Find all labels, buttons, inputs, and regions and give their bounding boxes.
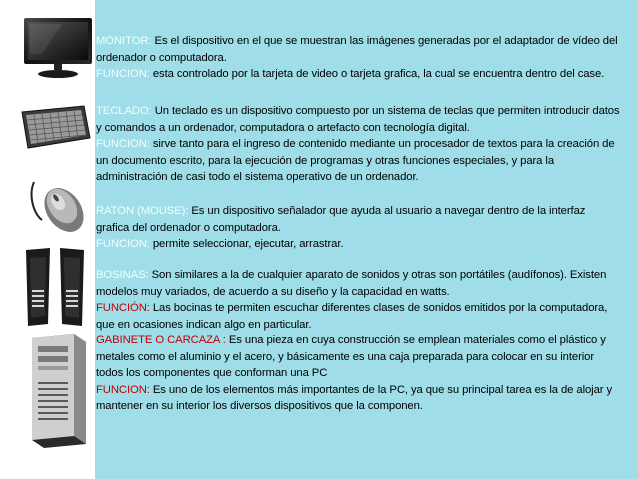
raton-function-text: permite seleccionar, ejecutar, arrastrar. — [149, 238, 344, 251]
teclado-function-keyword: FUNCION: — [96, 138, 150, 151]
monitor-section — [96, 33, 620, 83]
bocinas-function-keyword: FUNCIÓN: — [96, 302, 150, 315]
pc-tower-icon — [24, 332, 92, 450]
bocinas-function-text: Las bocinas te permiten escuchar diferentes clases de sonidos emitidos por la computadora, que en ocasiones indican algo en particular. — [96, 302, 608, 331]
raton-function-keyword: FUNCION: — [96, 238, 150, 251]
teclado-keyword: TECLADO: — [96, 105, 152, 117]
bocinas-description: Son similares a la de cualquier aparato de sonidos y otras son portátiles (audífonos). Existen modelos muy variados, de acuerdo a su diseño y la capacidad en watts. — [96, 269, 607, 298]
gabinete-description: Es una pieza en cuya construcción se emplean materiales como el plástico y metales como el aluminio y el acero, y básicamente es una caja preparada para colocar en su interior todos los componentes que conforman una PC — [96, 334, 606, 380]
monitor-description: Es el dispositivo en el que se muestran las imágenes generadas por el adaptador de vídeo del ordenador o computadora. — [96, 35, 618, 64]
raton-section — [96, 203, 620, 253]
monitor-function-keyword: FUNCION: — [96, 68, 150, 81]
gabinete-function-keyword: FUNCION: — [96, 383, 150, 396]
bocinas-keyword: BOSINAS: — [96, 269, 149, 281]
teclado-section — [96, 103, 620, 186]
gabinete-section — [96, 332, 620, 415]
raton-description: Es un dispositivo señalador que ayuda al usuario a navegar dentro de la interfaz grafica del ordenador o computadora. — [96, 205, 586, 234]
monitor-icon — [22, 14, 94, 80]
monitor-function-text: esta controlado por la tarjeta de video o tarjeta grafica, la cual se encuentra dentro del case. — [149, 68, 605, 81]
teclado-description: Un teclado es un dispositivo compuesto por un sistema de teclas que permiten introducir datos y comandos a un ordenador, computadora o artefacto con tecnología digital. — [96, 105, 620, 134]
raton-keyword: RATON (MOUSE): — [96, 205, 189, 217]
keyboard-icon — [18, 104, 92, 152]
monitor-keyword: MONITOR: — [96, 35, 152, 47]
gabinete-keyword: GABINETE O CARCAZA : — [96, 334, 226, 346]
teclado-function-text: sirve tanto para el ingreso de contenido mediante un procesador de textos para la creación de un documento escrito, para la ejecución de programas y otras funciones especiales, y para la administración de casi todo el sistema operativo de un ordenador. — [96, 138, 615, 184]
mouse-icon — [24, 176, 90, 242]
gabinete-function-text: Es uno de los elementos más importantes de la PC, ya que su principal tarea es la de alojar y mantener en su interior los diversos dispositivos que la componen. — [96, 383, 612, 413]
bocinas-section — [96, 267, 620, 333]
speakers-icon — [20, 246, 92, 328]
